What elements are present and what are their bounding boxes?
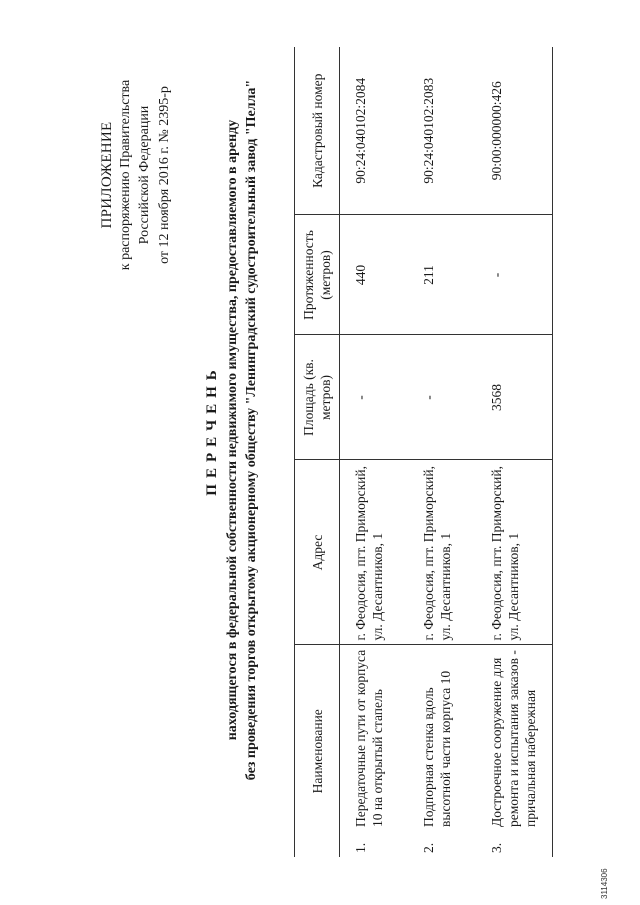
document-subtitle-line2: без проведения торгов открытому акционерному обществу "Ленинградский судостроительный завод "Пелла" bbox=[244, 79, 259, 781]
cell-address: г. Феодосия, пгт. Приморский, ул. Десантников, 1 bbox=[476, 460, 553, 645]
header-length: Протяженность (метров) bbox=[295, 215, 340, 335]
table-row bbox=[476, 47, 553, 857]
table-row bbox=[340, 47, 409, 857]
header-name: Наименование bbox=[295, 645, 340, 857]
header-address: Адрес bbox=[295, 460, 340, 645]
row-number: 3. bbox=[489, 842, 504, 853]
cell-length: 211 bbox=[408, 215, 476, 335]
row-number: 1. bbox=[353, 842, 368, 853]
table-header-row bbox=[295, 47, 340, 857]
cell-address: г. Феодосия, пгт. Приморский, ул. Десантников, 1 bbox=[340, 460, 409, 645]
footer-document-code: 3114306 bbox=[600, 868, 609, 899]
cell-name bbox=[408, 645, 476, 857]
appendix-line-decree: к распоряжению Правительства bbox=[118, 79, 133, 271]
cell-length: 440 bbox=[340, 215, 409, 335]
document-subtitle-line1: находящегося в федеральной собственности недвижимого имущества, предоставляемого в аренду bbox=[225, 119, 240, 741]
cell-cadastral: 90:00:000000:426 bbox=[476, 47, 553, 215]
appendix-line-country: Российской Федерации bbox=[137, 105, 152, 245]
row-name: Передаточные пути от корпуса 10 на открытый стапель bbox=[353, 649, 385, 827]
appendix-heading: ПРИЛОЖЕНИЕ bbox=[99, 121, 115, 229]
header-area: Площадь (кв. метров) bbox=[295, 335, 340, 460]
cell-name bbox=[340, 645, 409, 857]
cell-length: - bbox=[476, 215, 553, 335]
cell-cadastral: 90:24:040102:2083 bbox=[408, 47, 476, 215]
cell-area: - bbox=[340, 335, 409, 460]
cell-cadastral: 90:24:040102:2084 bbox=[340, 47, 409, 215]
property-table bbox=[294, 47, 553, 857]
cell-area: 3568 bbox=[476, 335, 553, 460]
header-cadastral: Кадастровый номер bbox=[295, 47, 340, 215]
cell-area: - bbox=[408, 335, 476, 460]
cell-name bbox=[476, 645, 553, 857]
appendix-line-date: от 12 ноября 2016 г. № 2395-р bbox=[157, 86, 172, 264]
row-number: 2. bbox=[421, 842, 436, 853]
row-name: Подпорная стенка вдоль высотной части корпуса 10 bbox=[421, 670, 453, 827]
table-row bbox=[408, 47, 476, 857]
document-title: ПЕРЕЧЕНЬ bbox=[204, 364, 220, 496]
row-name: Достроечное сооружение для ремонта и испытания заказов - причальная набережная bbox=[489, 650, 538, 827]
cell-address: г. Феодосия, пгт. Приморский, ул. Десантников, 1 bbox=[408, 460, 476, 645]
